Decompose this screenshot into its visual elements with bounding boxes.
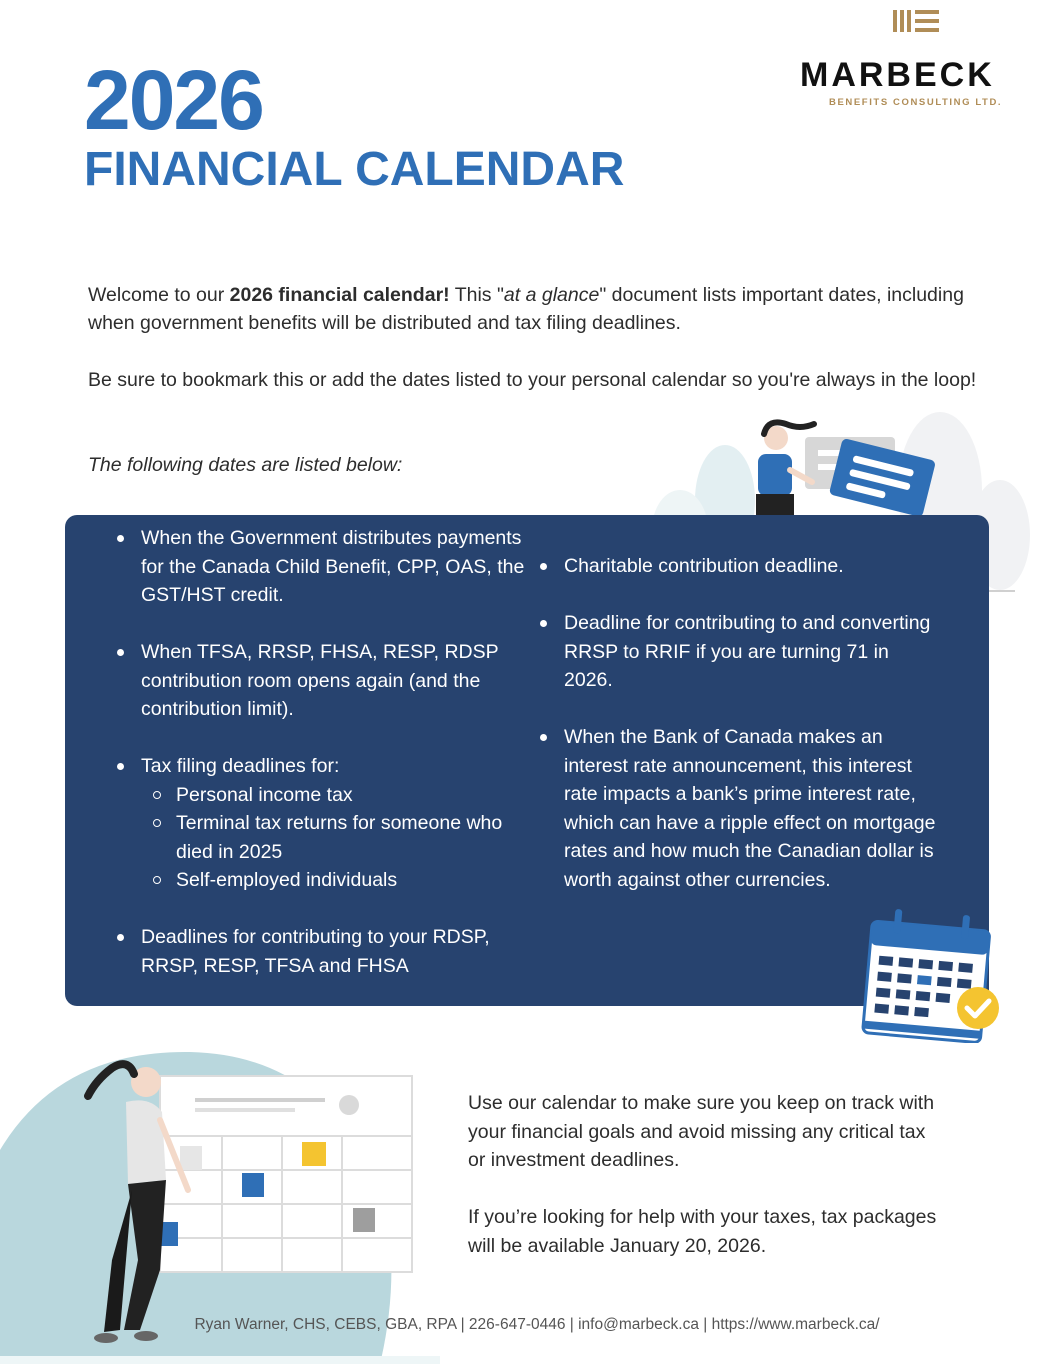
dates-list-left: [117, 524, 537, 1009]
sub-list-item: Terminal tax returns for someone who died in 2025: [153, 809, 537, 866]
list-item: Deadlines for contributing to your RDSP, RRSP, RESP, TFSA and FHSA: [117, 923, 537, 980]
calendar-check-icon: [858, 908, 1008, 1043]
dates-list-right: [540, 552, 940, 923]
dates-panel: [65, 515, 989, 1006]
intro-italic: at a glance: [503, 284, 600, 306]
sub-list: [141, 781, 537, 895]
list-item: Charitable contribution deadline.: [540, 552, 940, 581]
list-item: When TFSA, RRSP, FHSA, RESP, RDSP contribution room opens again (and the contribution limit).: [117, 638, 537, 724]
list-item: When the Government distributes payments for the Canada Child Benefit, CPP, OAS, the GST/HST credit.: [117, 524, 537, 610]
intro-bold: 2026 financial calendar!: [229, 284, 450, 306]
logo-mark-icon: [893, 10, 945, 32]
sub-list-item: Personal income tax: [153, 781, 537, 810]
intro-paragraph-3: The following dates are listed below:: [88, 454, 403, 476]
list-item: Deadline for contributing to and converting RRSP to RRIF if you are turning 71 in 2026.: [540, 609, 940, 695]
company-logo: [798, 8, 1048, 118]
list-item: When the Bank of Canada makes an interest rate announcement, this interest rate impacts a bank’s prime interest rate, which can have a ripple effect on mortgage rates and how much the Canadian dollar is worth against other currencies.: [540, 723, 940, 894]
sub-list-item: Self-employed individuals: [153, 866, 537, 895]
list-item: [117, 752, 537, 895]
closing-paragraph-2: If you’re looking for help with your taxes, tax packages will be available January 20, 2026.: [468, 1206, 937, 1257]
page-title: FINANCIAL CALENDAR: [84, 143, 625, 196]
intro-paragraph-1: Welcome to our 2026 financial calendar! This "at a glance" document lists important dates, including when government benefits will be distributed and tax filing deadlines.: [88, 284, 964, 334]
intro-paragraph-2: Be sure to bookmark this or add the dates listed to your personal calendar so you're always in the loop!: [88, 369, 977, 391]
logo-name: MARBECK: [800, 56, 995, 94]
closing-paragraph-1: Use our calendar to make sure you keep on track with your financial goals and avoid missing any critical tax or investment deadlines.: [468, 1092, 935, 1171]
page-year: 2026: [84, 53, 263, 147]
footer-contact: Ryan Warner, CHS, CEBS, GBA, RPA | 226-647-0446 | info@marbeck.ca | https://www.marbeck.ca/: [194, 1316, 880, 1333]
list-item-label: Tax filing deadlines for:: [141, 755, 340, 777]
logo-tagline: BENEFITS CONSULTING LTD.: [829, 97, 1003, 108]
